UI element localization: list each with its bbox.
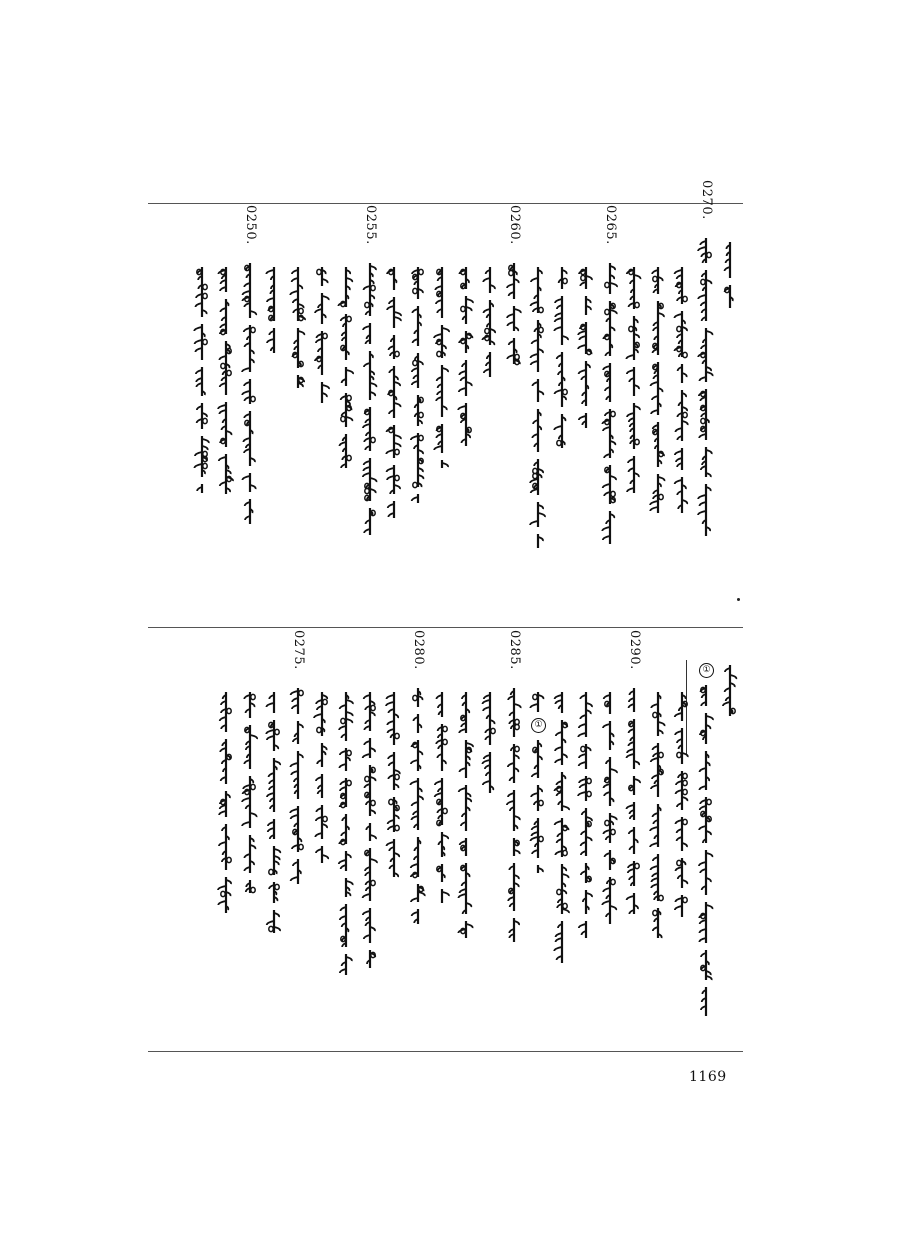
mongolian-text-line [383, 690, 405, 890]
mongolian-text-line [623, 686, 645, 916]
mongolian-text-line [551, 265, 573, 450]
bottom-rule [148, 1051, 743, 1052]
mongolian-text-line [431, 265, 453, 470]
middle-rule [148, 627, 743, 628]
line-number: 0285. [507, 630, 522, 670]
line-number: 0260. [507, 205, 522, 245]
mongolian-text-line [455, 690, 477, 940]
mongolian-text-line [719, 663, 741, 718]
mongolian-text-line [191, 265, 213, 495]
mongolian-text-line [239, 261, 261, 526]
mongolian-text-line [239, 690, 261, 895]
mongolian-text-line [599, 690, 621, 940]
mongolian-text-line [287, 265, 309, 390]
mongolian-text-line [503, 261, 525, 366]
mongolian-text-line [215, 265, 237, 510]
mongolian-text-line [263, 690, 285, 935]
mongolian-text-line [455, 265, 477, 450]
page-number: 1169 [689, 1069, 727, 1085]
line-number: 0275. [291, 630, 306, 670]
line-number: 0265. [603, 205, 618, 245]
mongolian-text-line [575, 265, 597, 430]
mongolian-text-line [599, 261, 621, 546]
stray-dot [737, 598, 740, 601]
top-rule [148, 203, 743, 204]
mongolian-text-line [407, 686, 429, 926]
line-number: 0250. [243, 205, 258, 245]
footnote-marker: ① [699, 663, 714, 678]
mongolian-text-line [503, 686, 525, 956]
mongolian-text-line [431, 690, 453, 905]
mongolian-text-line [479, 265, 501, 380]
mongolian-text-line [575, 690, 597, 940]
mongolian-text-line [263, 265, 285, 355]
mongolian-text-line [407, 265, 429, 505]
mongolian-text-line [527, 265, 549, 550]
mongolian-text-line [671, 690, 693, 925]
mongolian-text-line [551, 690, 573, 965]
mongolian-text-line [383, 265, 405, 520]
inline-footnote-marker: ① [531, 718, 546, 733]
mongolian-text-line [719, 240, 741, 310]
mongolian-text-line [359, 690, 381, 970]
mongolian-text-line [335, 265, 357, 470]
mongolian-text-line [623, 265, 645, 500]
line-number: 0290. [627, 630, 642, 670]
mongolian-text-line [671, 265, 693, 515]
mongolian-text-line [359, 261, 381, 551]
mongolian-text-line [695, 236, 717, 541]
mongolian-text-line [311, 690, 333, 865]
mongolian-text-line [287, 686, 309, 886]
line-number: 0270. [699, 180, 714, 220]
mongolian-text-line [479, 690, 501, 795]
mongolian-text-line [695, 683, 717, 1028]
mongolian-text-line [335, 690, 357, 990]
mongolian-text-line [647, 265, 669, 515]
mongolian-text-line [647, 690, 669, 940]
line-number: 0255. [363, 205, 378, 245]
mongolian-text-line [215, 690, 237, 915]
line-number: 0280. [411, 630, 426, 670]
mongolian-text-line [311, 265, 333, 405]
